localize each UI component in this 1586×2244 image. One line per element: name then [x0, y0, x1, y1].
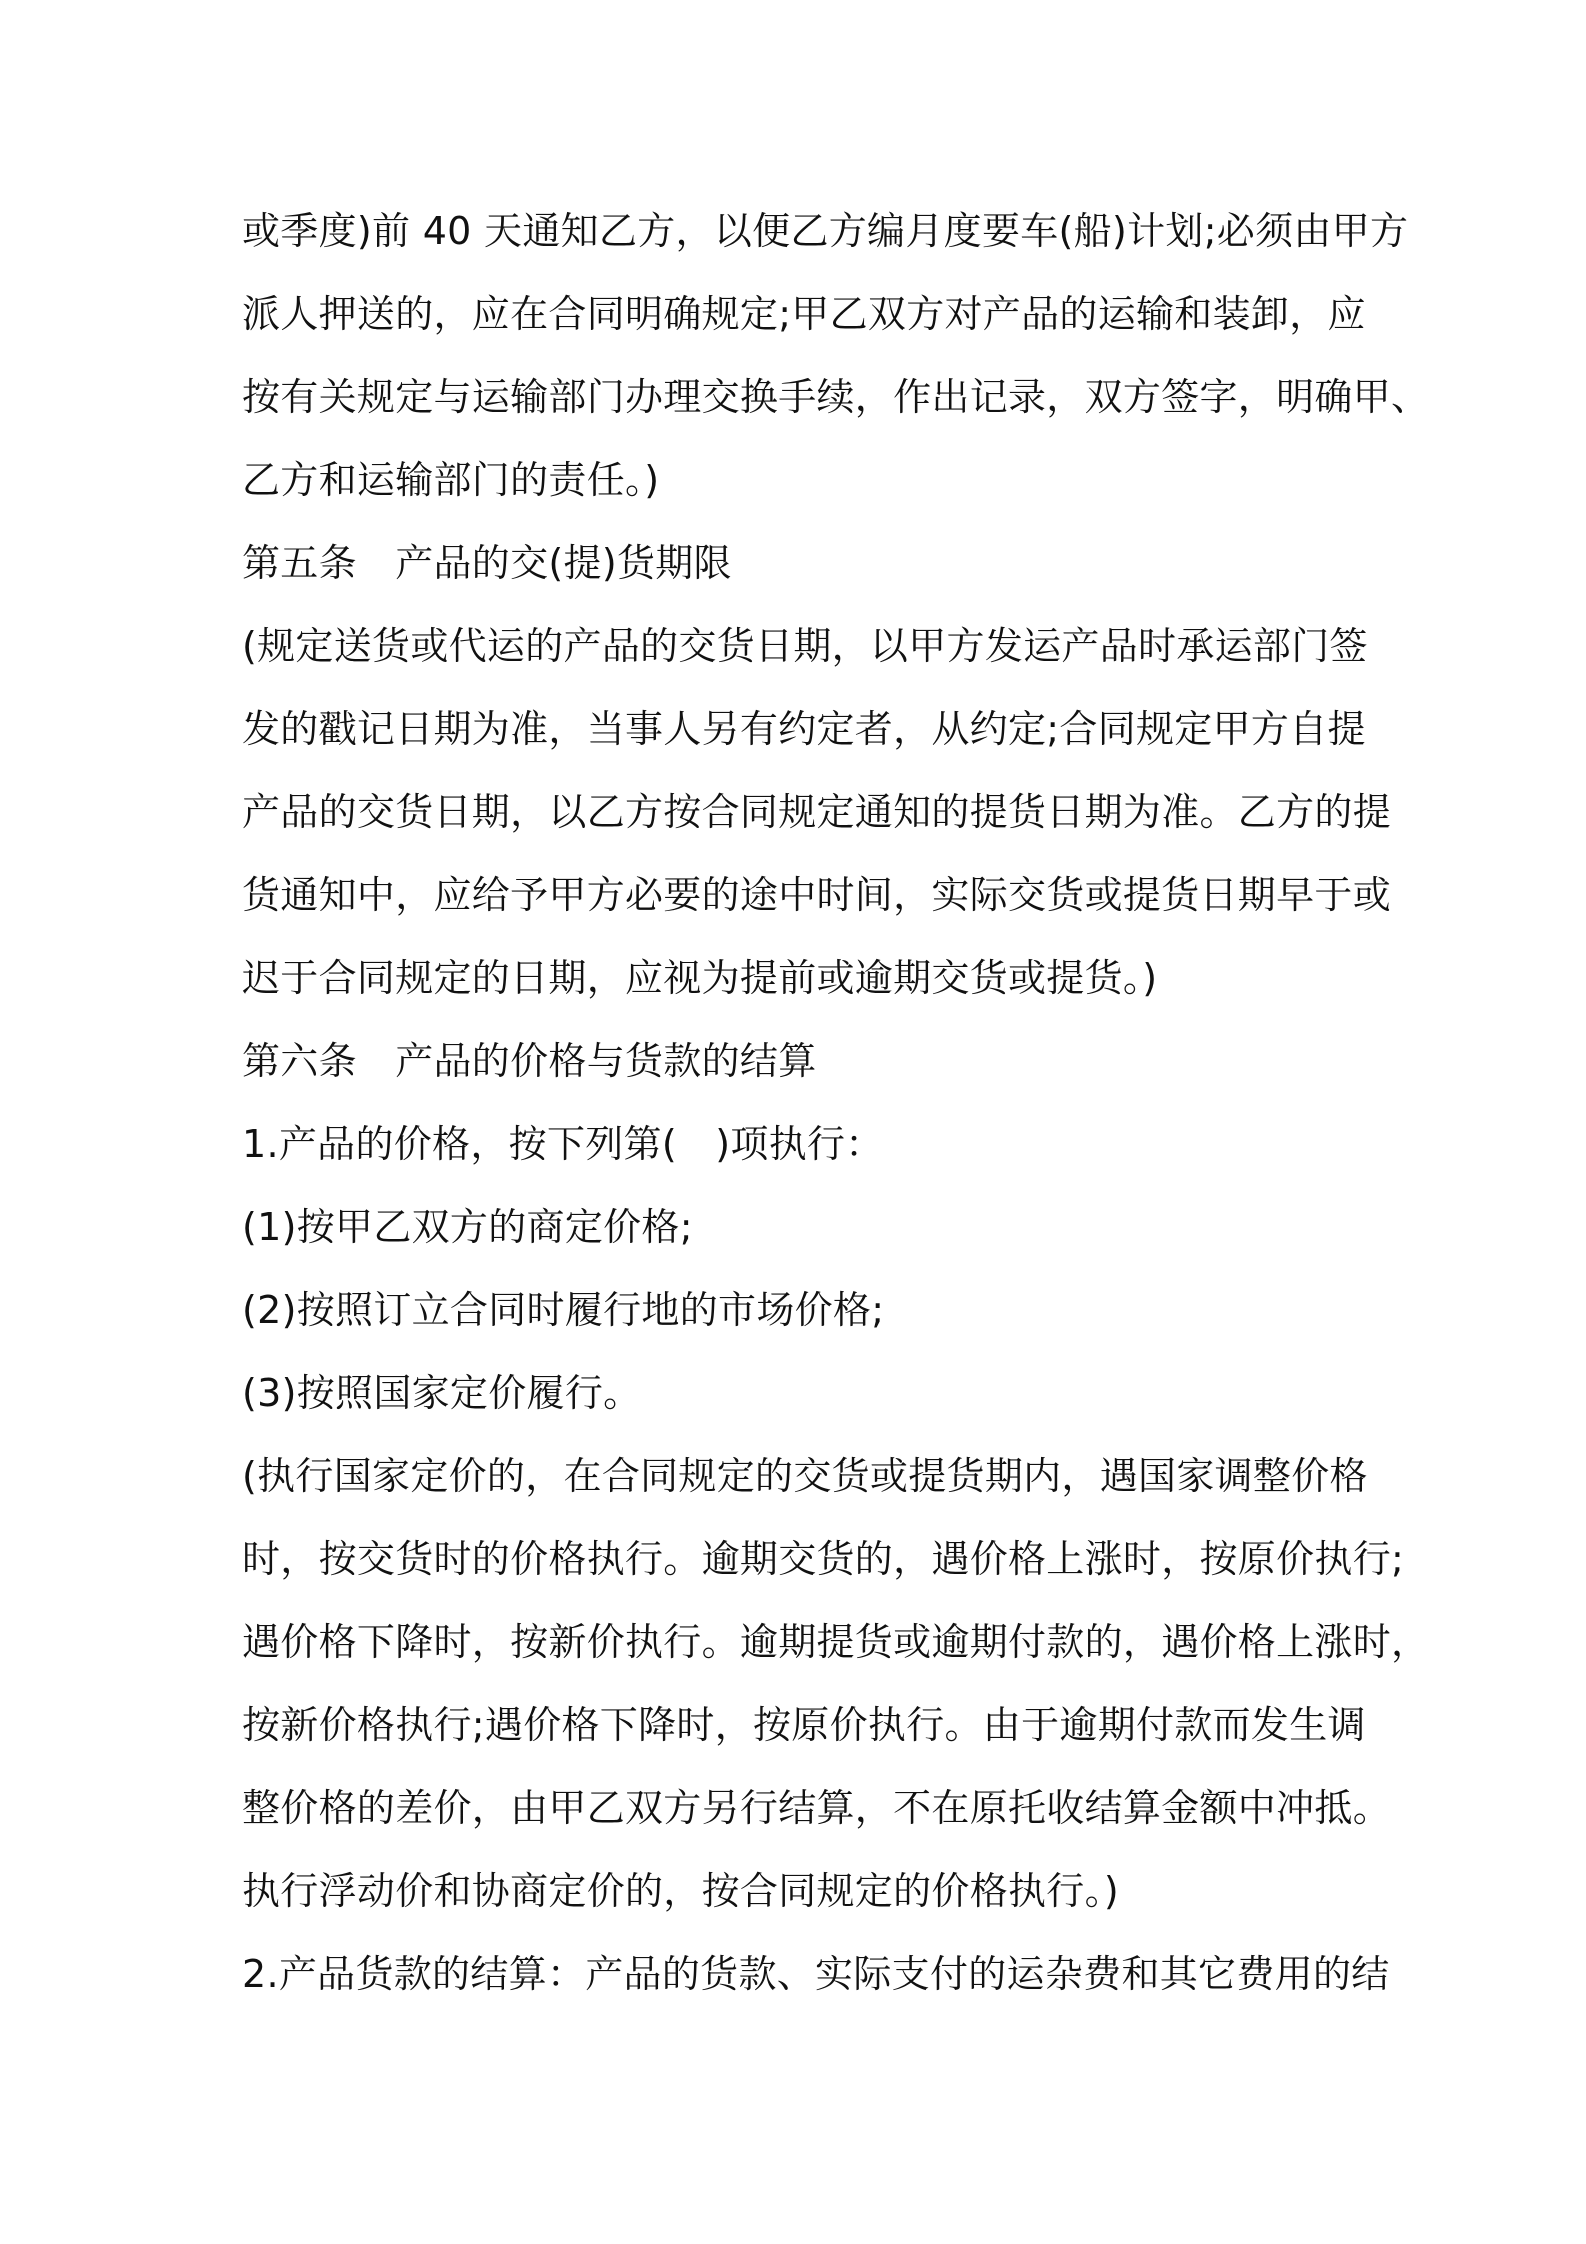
text-line: 或季度)前 40 天通知乙方，以便乙方编月度要车(船)计划;必须由甲方	[242, 209, 1409, 253]
text-line: 乙方和运输部门的责任。)	[242, 458, 660, 502]
text-line: 按有关规定与运输部门办理交换手续，作出记录，双方签字，明确甲、	[242, 375, 1430, 419]
text-line: (规定送货或代运的产品的交货日期，以甲方发运产品时承运部门签	[242, 624, 1368, 668]
text-line: 迟于合同规定的日期，应视为提前或逾期交货或提货。)	[242, 956, 1158, 1000]
text-line: 产品的交货日期，以乙方按合同规定通知的提货日期为准。乙方的提	[242, 790, 1392, 834]
text-line: 执行浮动价和协商定价的，按合同规定的价格执行。)	[242, 1869, 1120, 1913]
text-line: 遇价格下降时，按新价执行。逾期提货或逾期付款的，遇价格上涨时，	[242, 1620, 1430, 1664]
option-line: (3)按照国家定价履行。	[242, 1371, 642, 1415]
text-line: 整价格的差价，由甲乙双方另行结算，不在原托收结算金额中冲抵。	[242, 1786, 1392, 1830]
clause-line: 2.产品货款的结算：产品的货款、实际支付的运杂费和其它费用的结	[242, 1952, 1390, 1996]
clause-line: 1.产品的价格，按下列第( )项执行：	[242, 1122, 884, 1166]
contract-text-body	[242, 198, 1430, 2024]
text-line: 派人押送的，应在合同明确规定;甲乙双方对产品的运输和装卸，应	[242, 292, 1366, 336]
text-line: 发的戳记日期为准，当事人另有约定者，从约定;合同规定甲方自提	[242, 707, 1366, 751]
text-line: 货通知中，应给予甲方必要的途中时间，实际交货或提货日期早于或	[242, 873, 1392, 917]
article-heading: 第六条 产品的价格与货款的结算	[242, 1039, 817, 1083]
text-line: 按新价格执行;遇价格下降时，按原价执行。由于逾期付款而发生调	[242, 1703, 1366, 1747]
option-line: (2)按照订立合同时履行地的市场价格;	[242, 1288, 885, 1332]
article-heading: 第五条 产品的交(提)货期限	[242, 541, 732, 585]
text-line: 时，按交货时的价格执行。逾期交货的，遇价格上涨时，按原价执行;	[242, 1537, 1405, 1581]
text-line: (执行国家定价的，在合同规定的交货或提货期内，遇国家调整价格	[242, 1454, 1368, 1498]
option-line: (1)按甲乙双方的商定价格;	[242, 1205, 693, 1249]
